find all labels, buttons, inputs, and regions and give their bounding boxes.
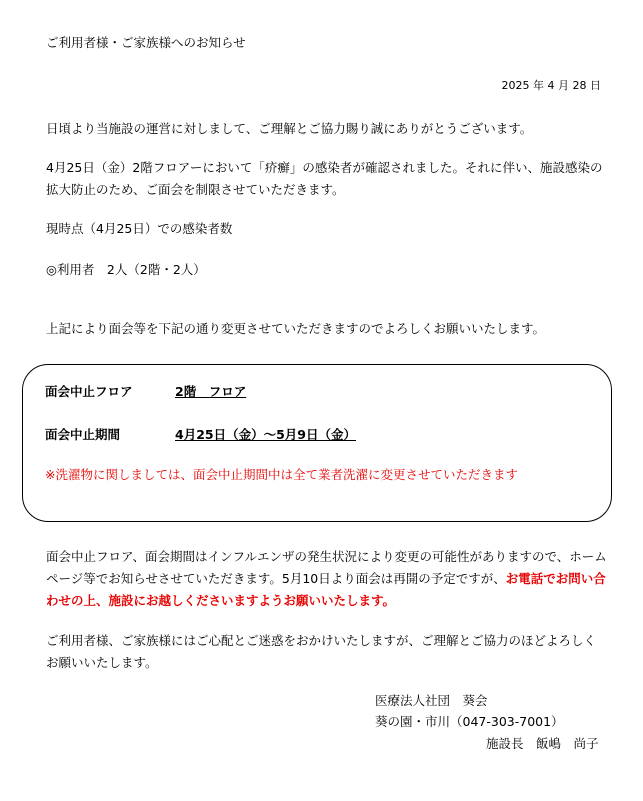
- laundry-note: ※洗濯物に関しましては、面会中止期間中は全て業者洗濯に変更させていただきます: [45, 467, 518, 482]
- signature-director: 施設長 飯嶋 尚子: [486, 736, 599, 751]
- signature-org: 医療法人社団 葵会: [375, 693, 488, 708]
- notice-date: 2025 年 4 月 28 日: [501, 79, 601, 92]
- visit-restriction-box: [22, 364, 612, 522]
- floor-label: 面会中止フロア: [45, 384, 133, 399]
- signature-facility: 葵の園・市川（047-303-7001）: [375, 714, 564, 729]
- infection-count-value: ◎利用者 2人（2階・2人）: [46, 262, 206, 277]
- followup-text: 面会中止フロア、面会期間はインフルエンザの発生状況により変更の可能性がありますので、ホームページ等でお知らせさせていただきます。5月10日より面会は再開の予定ですが、: [46, 549, 607, 586]
- period-row: [45, 426, 356, 444]
- period-label: 面会中止期間: [45, 427, 121, 442]
- followup-paragraph: [46, 546, 608, 612]
- period-value: 4月25日（金）～5月9日（金）: [175, 427, 356, 442]
- closing-paragraph: ご利用者様、ご家族様にはご心配とご迷惑をおかけいたしますが、ご理解とご協力のほどよろしくお願いいたします。: [46, 633, 597, 670]
- change-notice-paragraph: 上記により面会等を下記の通り変更させていただきますのでよろしくお願いいたします。: [46, 321, 546, 336]
- greeting-paragraph: 日頃より当施設の運営に対しまして、ご理解とご協力賜り誠にありがとうございます。: [46, 121, 533, 136]
- floor-row: [45, 383, 246, 401]
- outbreak-paragraph: 4月25日（金）2階フロアーにおいて「疥癬」の感染者が確認されました。それに伴い、施設感染の拡大防止のため、ご面会を制限させていただきます。: [46, 160, 603, 197]
- floor-value: 2階 フロア: [175, 384, 247, 399]
- notice-title: ご利用者様・ご家族様へのお知らせ: [46, 35, 246, 50]
- followup-emphasis: お電話でお問い合わせの上、施設にお越しくださいますようお願いいたします。: [46, 571, 606, 608]
- infection-count-label: 現時点（4月25日）での感染者数: [46, 221, 233, 236]
